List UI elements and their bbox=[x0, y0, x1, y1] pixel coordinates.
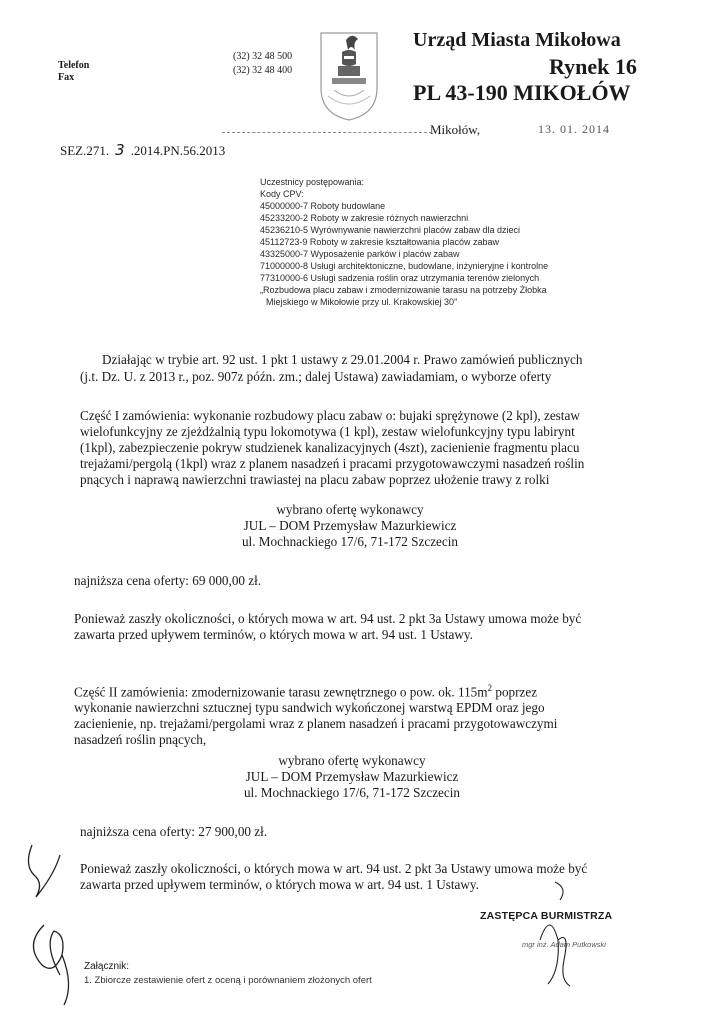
part1-line: Część I zamówienia: wykonanie rozbudowy placu zabaw o: bujaki sprężynowe (2 kpl), zestaw bbox=[80, 408, 580, 423]
part1-winner bbox=[210, 502, 490, 550]
part1-line: (1kpl), zabezpieczenie pokryw studzienek kanalizacyjnych (4szt), zacienienie fragmentu placu bbox=[80, 440, 580, 455]
part2-price: najniższa cena oferty: 27 900,00 zł. bbox=[80, 824, 268, 839]
office-name: Urząd Miasta Mikołowa bbox=[413, 29, 621, 51]
attachment-label: Załącznik: bbox=[84, 961, 130, 972]
codes-line: 45112723-9 Roboty w zakresie kształtowania placów zabaw bbox=[260, 237, 499, 247]
part1-contract bbox=[74, 611, 581, 643]
part1-winner-line: wybrano ofertę wykonawcy bbox=[276, 502, 424, 517]
part1-line: pnących i naprawą nawierzchni trawiastej na placu zabaw poprzez ułożenie trawy z rolki bbox=[80, 472, 550, 487]
intro-line: Działając w trybie art. 92 ust. 1 pkt 1 ustawy z 29.01.2004 r. Prawo zamówień publicznych bbox=[102, 352, 583, 367]
codes-line: Uczestnicy postępowania: bbox=[260, 177, 365, 187]
part2-description bbox=[74, 680, 557, 748]
signature-scribble-icon bbox=[520, 880, 590, 990]
part2-contract-line: zawarta przed upływem terminów, o których mowa w art. 94 ust. 1 Ustawy. bbox=[80, 877, 479, 892]
reference-number bbox=[60, 141, 225, 159]
part2-line: wykonanie nawierzchni sztucznej typu sandwich wykończonej warstwą EPDM oraz jego bbox=[74, 700, 545, 716]
fax-label: Fax bbox=[58, 72, 75, 83]
part2-line-first bbox=[74, 680, 557, 700]
phone-label: Telefon bbox=[58, 60, 90, 71]
coat-of-arms-icon bbox=[318, 30, 380, 122]
part2-winner-line: wybrano ofertę wykonawcy bbox=[278, 753, 426, 768]
reference-handwritten: 3 bbox=[115, 141, 125, 159]
part2-winner-line: ul. Mochnackiego 17/6, 71-172 Szczecin bbox=[243, 785, 461, 800]
reference-suffix: .2014.PN.56.2013 bbox=[130, 143, 226, 158]
codes-line: 45000000-7 Roboty budowlane bbox=[260, 201, 386, 211]
part1-description bbox=[80, 408, 584, 488]
part2-contract-line: Ponieważ zaszły okoliczności, o których mowa w art. 94 ust. 2 pkt 3a Ustawy umowa może być bbox=[80, 861, 588, 876]
codes-line: Kody CPV: bbox=[260, 189, 304, 199]
part1-contract-line: Ponieważ zaszły okoliczności, o których mowa w art. 94 ust. 2 pkt 3a Ustawy umowa może być bbox=[74, 611, 582, 626]
codes-block bbox=[260, 176, 548, 308]
part2-line: zacienienie, np. trejażami/pergolami wraz z planem nasadzeń i pracami przygotowawczymi bbox=[74, 716, 558, 732]
part2-winner-line: JUL – DOM Przemysław Mazurkiewicz bbox=[245, 769, 459, 784]
part1-contract-line: zawarta przed upływem terminów, o których mowa w art. 94 ust. 1 Ustawy. bbox=[74, 627, 473, 642]
attachment-item: 1. Zbiorcze zestawienie ofert z oceną i porównaniem złożonych ofert bbox=[84, 975, 372, 986]
part2-line1-text: Część II zamówienia: zmodernizowanie tarasu zewnętrznego o pow. ok. 115m bbox=[74, 684, 488, 700]
date-stamp: 13. 01. 2014 bbox=[538, 122, 610, 136]
part1-winner-line: JUL – DOM Przemysław Mazurkiewicz bbox=[243, 518, 457, 533]
fax-number: (32) 32 48 400 bbox=[233, 65, 293, 76]
office-street: Rynek 16 bbox=[549, 54, 637, 79]
codes-line: 77310000-6 Usługi sadzenia roślin oraz utrzymania terenów zielonych bbox=[260, 273, 540, 283]
reference-prefix: SEZ.271. bbox=[60, 143, 110, 158]
part2-contract bbox=[80, 861, 587, 893]
signature-name: mgr inż. Adam Putkowski bbox=[522, 940, 606, 949]
part1-line: trejażami/pergolą (1kpl) wraz z planem nasadzeń i pracami przygotowawczymi nasadzeń roślin bbox=[80, 456, 585, 471]
part1-line: wielofunkcyjny ze zjeżdżalnią typu lokomotywa (1 kpl), zestaw wielofunkcyjny typu labirynt bbox=[80, 424, 575, 439]
part2-line1-end: poprzez bbox=[492, 684, 538, 700]
part1-winner-line: ul. Mochnackiego 17/6, 71-172 Szczecin bbox=[241, 534, 459, 549]
part2-winner bbox=[204, 753, 500, 801]
part2-line: nasadzeń roślin pnących, bbox=[74, 732, 207, 748]
codes-line: 45233200-2 Roboty w zakresie różnych nawierzchni bbox=[260, 213, 469, 223]
codes-line: 43325000-7 Wyposażenie parków i placów zabaw bbox=[260, 249, 460, 259]
part1-price: najniższa cena oferty: 69 000,00 zł. bbox=[74, 573, 262, 588]
codes-line: Miejskiego w Mikołowie przy ul. Krakowskiej 30” bbox=[266, 297, 458, 307]
office-postal: PL 43-190 MIKOŁÓW bbox=[413, 80, 631, 105]
part2-superscript: 2 bbox=[487, 683, 493, 693]
intro-line: (j.t. Dz. U. z 2013 r., poz. 907z późn. zm.; dalej Ustawa) zawiadamiam, o wyborze oferty bbox=[80, 369, 552, 384]
codes-line: 45236210-5 Wyrównywanie nawierzchni placów zabaw dla dzieci bbox=[260, 225, 521, 235]
codes-line: „Rozbudowa placu zabaw i zmodernizowanie tarasu na potrzeby Żłobka bbox=[260, 285, 547, 295]
phone-number: (32) 32 48 500 bbox=[233, 51, 293, 62]
city-date-label: Mikołów, bbox=[430, 122, 481, 137]
margin-initials-icon bbox=[14, 835, 94, 1015]
signature-title: ZASTĘPCA BURMISTRZA bbox=[480, 910, 613, 922]
header-divider bbox=[222, 132, 432, 133]
codes-line: 71000000-8 Usługi architektoniczne, budowlane, inżynieryjne i kontrolne bbox=[260, 261, 549, 271]
